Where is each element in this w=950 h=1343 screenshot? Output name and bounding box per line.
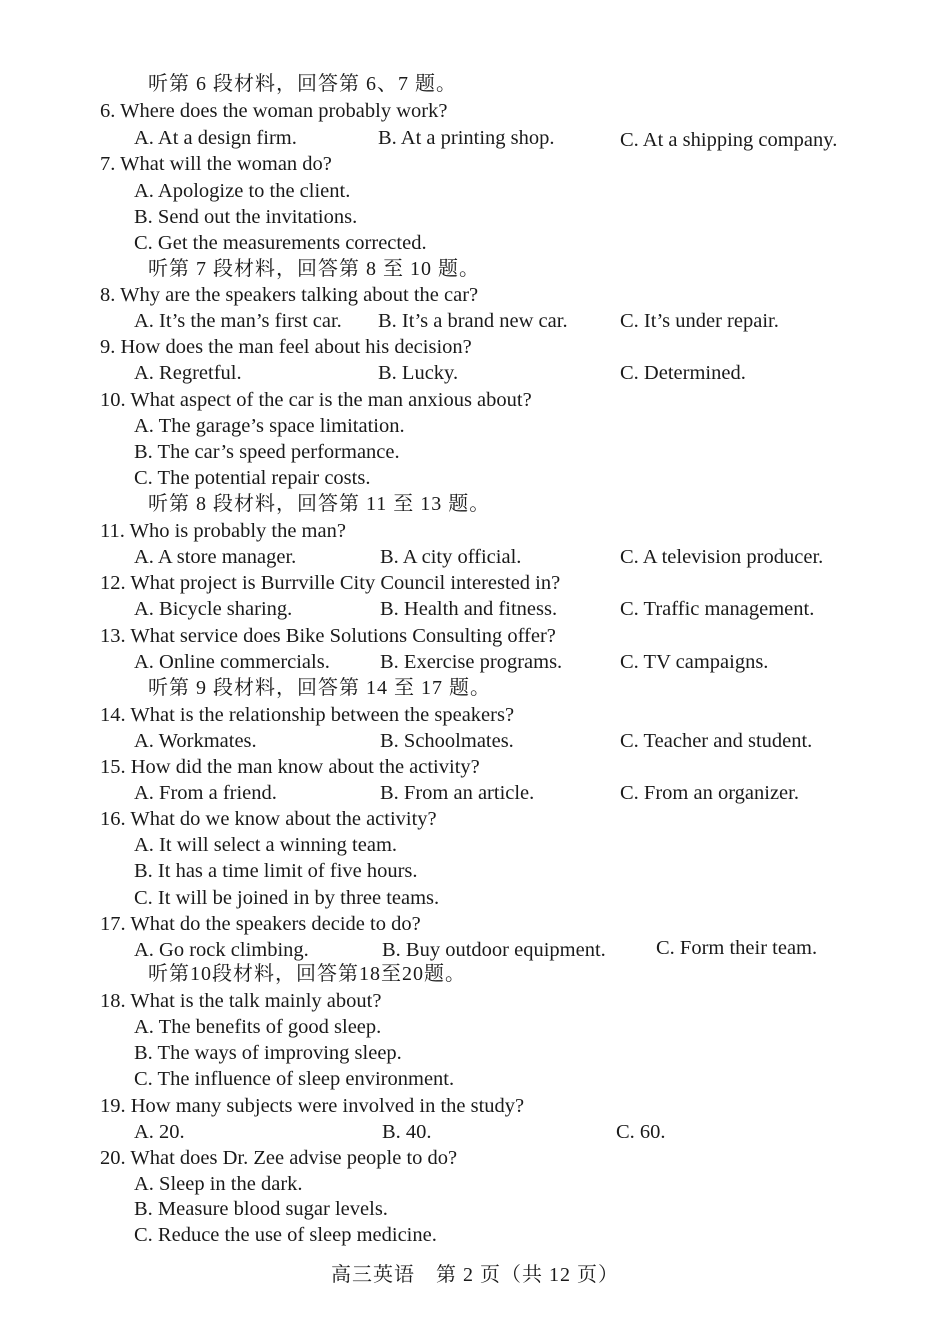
- q10-option-a: A. The garage’s space limitation.: [134, 415, 405, 437]
- q14-option-c: C. Teacher and student.: [620, 730, 813, 752]
- q14-option-b: B. Schoolmates.: [380, 730, 514, 752]
- q13-option-a: A. Online commercials.: [134, 651, 330, 673]
- section-header-7: 听第 7 段材料，回答第 8 至 10 题。: [148, 258, 480, 280]
- section-header-9: 听第 9 段材料，回答第 14 至 17 题。: [148, 677, 491, 699]
- q12-option-a: A. Bicycle sharing.: [134, 598, 293, 620]
- q7-option-c: C. Get the measurements corrected.: [134, 232, 427, 254]
- q20-option-c: C. Reduce the use of sleep medicine.: [134, 1224, 437, 1246]
- question-15: 15. How did the man know about the activity?: [100, 756, 480, 778]
- question-11: 11. Who is probably the man?: [100, 520, 346, 542]
- q9-option-c: C. Determined.: [620, 362, 746, 384]
- q16-option-a: A. It will select a winning team.: [134, 834, 398, 856]
- q18-option-a: A. The benefits of good sleep.: [134, 1016, 382, 1038]
- q16-option-b: B. It has a time limit of five hours.: [134, 860, 418, 882]
- question-7: 7. What will the woman do?: [100, 153, 332, 175]
- q6-option-b: B. At a printing shop.: [378, 127, 555, 149]
- question-14: 14. What is the relationship between the speakers?: [100, 704, 515, 726]
- q13-option-c: C. TV campaigns.: [620, 651, 769, 673]
- question-16: 16. What do we know about the activity?: [100, 808, 437, 830]
- q18-option-c: C. The influence of sleep environment.: [134, 1068, 455, 1090]
- question-9: 9. How does the man feel about his decision?: [100, 336, 472, 358]
- q12-option-c: C. Traffic management.: [620, 598, 815, 620]
- q17-option-c: C. Form their team.: [656, 937, 818, 959]
- q14-option-a: A. Workmates.: [134, 730, 257, 752]
- q10-option-b: B. The car’s speed performance.: [134, 441, 400, 463]
- q18-option-b: B. The ways of improving sleep.: [134, 1042, 402, 1064]
- q17-option-a: A. Go rock climbing.: [134, 939, 309, 961]
- section-header-10: 听第10段材料，回答第18至20题。: [148, 963, 466, 985]
- q12-option-b: B. Health and fitness.: [380, 598, 558, 620]
- q8-option-a: A. It’s the man’s first car.: [134, 310, 342, 332]
- q11-option-a: A. A store manager.: [134, 546, 297, 568]
- question-8: 8. Why are the speakers talking about the car?: [100, 284, 479, 306]
- page-footer: 高三英语 第 2 页（共 12 页）: [331, 1264, 619, 1286]
- question-17: 17. What do the speakers decide to do?: [100, 913, 421, 935]
- q11-option-c: C. A television producer.: [620, 546, 824, 568]
- question-20: 20. What does Dr. Zee advise people to do?: [100, 1147, 458, 1169]
- question-18: 18. What is the talk mainly about?: [100, 990, 382, 1012]
- question-19: 19. How many subjects were involved in the study?: [100, 1095, 525, 1117]
- q15-option-b: B. From an article.: [380, 782, 535, 804]
- q19-option-b: B. 40.: [382, 1121, 432, 1143]
- q7-option-a: A. Apologize to the client.: [134, 180, 351, 202]
- question-10: 10. What aspect of the car is the man anxious about?: [100, 389, 532, 411]
- q7-option-b: B. Send out the invitations.: [134, 206, 358, 228]
- q6-option-c: C. At a shipping company.: [620, 129, 838, 151]
- question-12: 12. What project is Burrville City Council interested in?: [100, 572, 561, 594]
- question-6: 6. Where does the woman probably work?: [100, 100, 448, 122]
- section-header-8: 听第 8 段材料，回答第 11 至 13 题。: [148, 493, 491, 515]
- q20-option-a: A. Sleep in the dark.: [134, 1173, 303, 1195]
- q19-option-c: C. 60.: [616, 1121, 666, 1143]
- q20-option-b: B. Measure blood sugar levels.: [134, 1198, 388, 1220]
- q11-option-b: B. A city official.: [380, 546, 522, 568]
- q16-option-c: C. It will be joined in by three teams.: [134, 887, 440, 909]
- q9-option-a: A. Regretful.: [134, 362, 242, 384]
- q9-option-b: B. Lucky.: [378, 362, 459, 384]
- section-header-6: 听第 6 段材料，回答第 6、7 题。: [148, 73, 457, 95]
- q15-option-a: A. From a friend.: [134, 782, 277, 804]
- q19-option-a: A. 20.: [134, 1121, 185, 1143]
- q10-option-c: C. The potential repair costs.: [134, 467, 371, 489]
- q15-option-c: C. From an organizer.: [620, 782, 799, 804]
- q8-option-b: B. It’s a brand new car.: [378, 310, 568, 332]
- q8-option-c: C. It’s under repair.: [620, 310, 779, 332]
- q17-option-b: B. Buy outdoor equipment.: [382, 939, 606, 961]
- question-13: 13. What service does Bike Solutions Consulting offer?: [100, 625, 556, 647]
- q13-option-b: B. Exercise programs.: [380, 651, 563, 673]
- q6-option-a: A. At a design firm.: [134, 127, 297, 149]
